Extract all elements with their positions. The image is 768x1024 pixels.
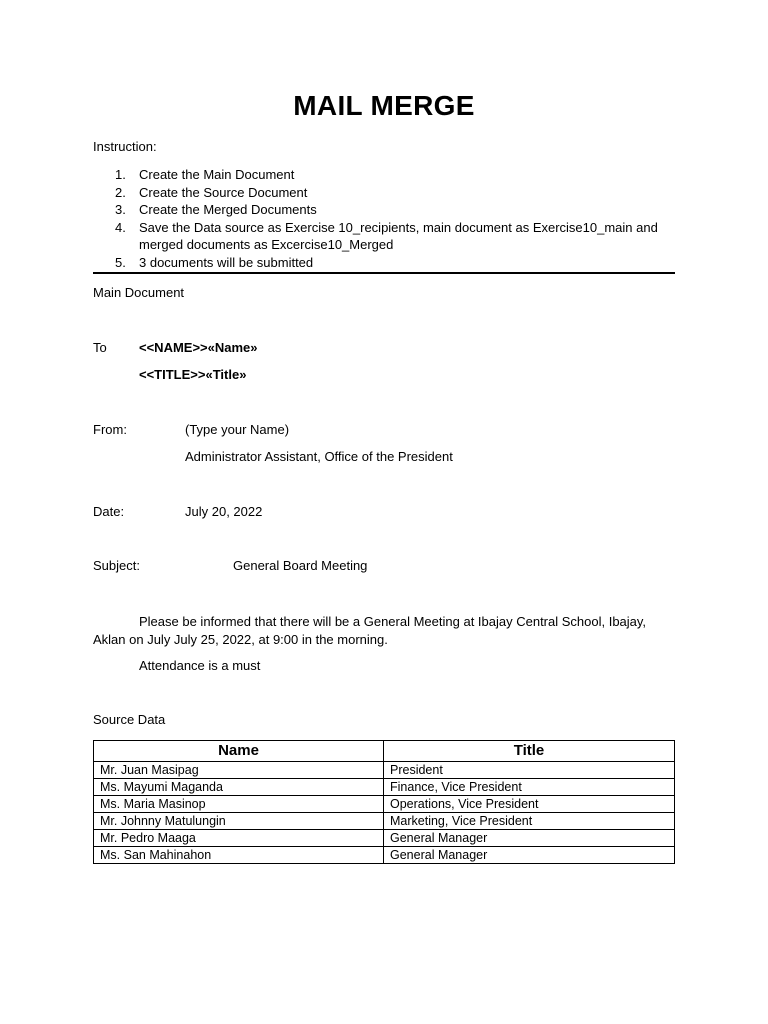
memo-date-label: Date: — [93, 504, 125, 519]
table-row — [94, 830, 675, 847]
memo-subject-value: General Board Meeting — [233, 558, 368, 573]
memo-body-paragraph: Please be informed that there will be a General Meeting at Ibajay Central School, Ibajay, Aklan on July July 25, 2022, at 9:00 in the morning. — [93, 614, 647, 647]
cell-title: Finance, Vice President — [384, 779, 675, 796]
table-row — [94, 813, 675, 830]
instruction-step — [93, 254, 663, 272]
cell-title: Marketing, Vice President — [384, 813, 675, 830]
cell-name: Ms. Maria Masinop — [94, 796, 384, 813]
step-number: 3. — [115, 202, 126, 218]
memo-to-label: To — [93, 340, 107, 355]
step-number: 4. — [115, 219, 126, 235]
cell-name: Mr. Johnny Matulungin — [94, 813, 384, 830]
column-header-title: Title — [384, 741, 675, 762]
source-data-table — [93, 740, 675, 864]
step-text: Create the Source Document — [139, 184, 308, 200]
cell-name: Ms. Mayumi Maganda — [94, 779, 384, 796]
memo-subject-label: Subject: — [93, 558, 140, 573]
step-text: Create the Main Document — [139, 167, 295, 182]
cell-title: General Manager — [384, 830, 675, 847]
document-title: MAIL MERGE — [293, 90, 475, 121]
section-divider — [93, 272, 675, 274]
step-text: 3 documents will be submitted — [139, 254, 314, 270]
merge-field-title: <<TITLE>>«Title» — [139, 367, 247, 382]
memo-date-value: July 20, 2022 — [185, 504, 263, 519]
instruction-label: Instruction: — [93, 139, 157, 154]
step-number: 5. — [115, 254, 126, 270]
column-header-name: Name — [94, 741, 384, 762]
step-text: Create the Merged Documents — [139, 202, 317, 218]
instruction-step — [93, 219, 663, 254]
table-row — [94, 779, 675, 796]
table-row — [94, 796, 675, 813]
source-data-label: Source Data — [93, 712, 166, 727]
table-header-row — [94, 741, 675, 762]
table-row — [94, 847, 675, 864]
main-document-label: Main Document — [93, 285, 185, 300]
cell-name: Mr. Juan Masipag — [94, 762, 384, 779]
memo-from-name: (Type your Name) — [185, 422, 290, 437]
memo-closing: Attendance is a must — [139, 658, 261, 673]
instruction-step — [93, 184, 663, 202]
step-number: 1. — [115, 167, 126, 182]
instruction-list — [93, 166, 663, 272]
step-text: Save the Data source as Exercise 10_recipients, main document as Exercise10_main and merged documents as Excercise10_Merged — [139, 219, 658, 253]
merge-field-name: <<NAME>>«Name» — [139, 340, 258, 355]
table-row — [94, 762, 675, 779]
cell-title: Operations, Vice President — [384, 796, 675, 813]
step-number: 2. — [115, 184, 126, 200]
cell-name: Mr. Pedro Maaga — [94, 830, 384, 847]
cell-title: General Manager — [384, 847, 675, 864]
cell-title: President — [384, 762, 675, 779]
cell-name: Ms. San Mahinahon — [94, 847, 384, 864]
instruction-step — [93, 201, 663, 219]
memo-from-label: From: — [93, 422, 127, 437]
instruction-step — [93, 166, 663, 184]
memo-from-position: Administrator Assistant, Office of the President — [185, 449, 453, 464]
